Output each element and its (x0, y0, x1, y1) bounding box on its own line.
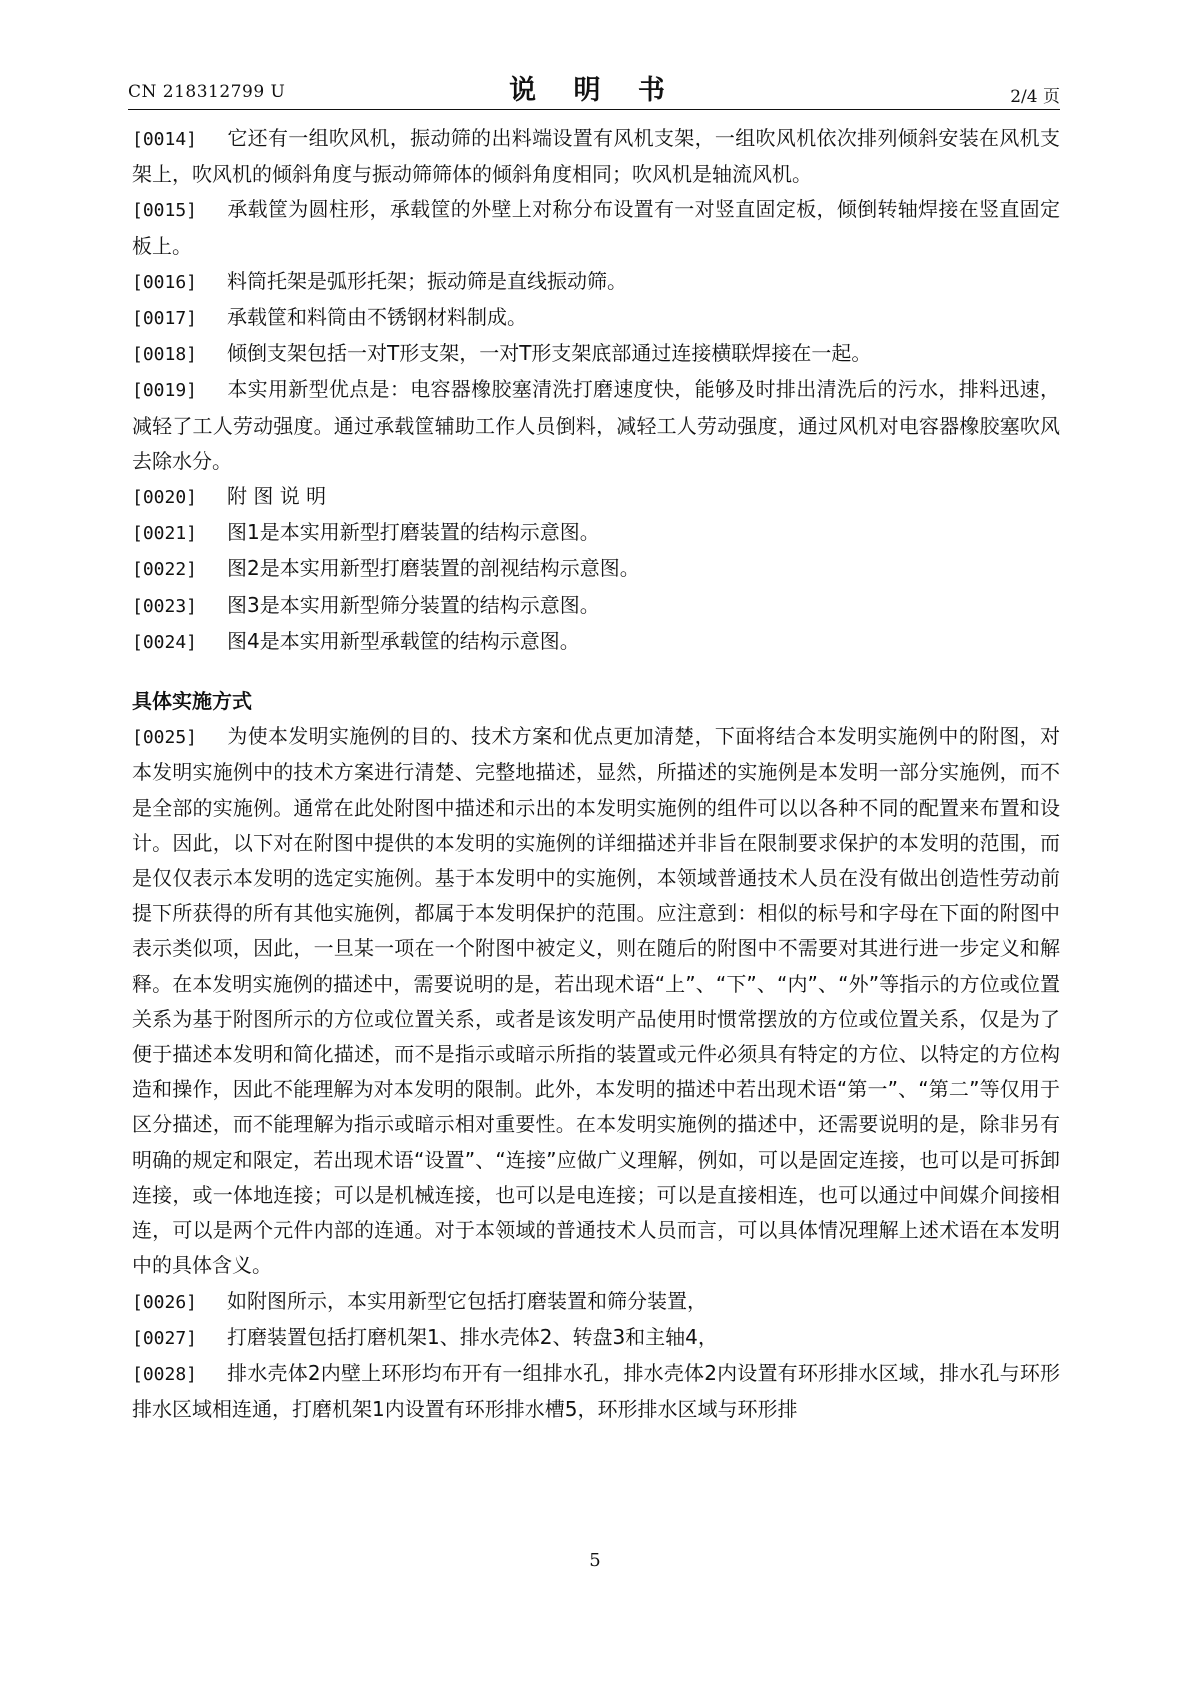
paragraph-text: 它还有一组吹风机，振动筛的出料端设置有风机支架，一组吹风机依次排列倾斜安装在风机支架上，吹风机的倾斜角度与振动筛筛体的倾斜角度相同；吹风机是轴流风机。 (132, 126, 1060, 187)
paragraph-number: [0026] (132, 1291, 198, 1313)
paragraph-text: 承载筐为圆柱形，承载筐的外壁上对称分布设置有一对竖直固定板，倾倒转轴焊接在竖直固定板上。 (132, 197, 1060, 258)
paragraph (132, 719, 1060, 1283)
paragraph-number: [0016] (132, 271, 198, 293)
paragraph-text: 料筒托架是弧形托架；振动筛是直线振动筛。 (227, 268, 627, 293)
page-number: 5 (589, 1550, 601, 1571)
paragraph-number: [0015] (132, 200, 198, 222)
paragraph-text: 图4是本实用新型承载筐的结构示意图。 (227, 628, 580, 653)
paragraph (132, 300, 1060, 336)
paragraph-number: [0021] (132, 523, 198, 545)
paragraph (132, 515, 1060, 551)
paragraph-number: [0014] (132, 129, 198, 150)
paragraph (132, 588, 1060, 624)
spacer (132, 660, 1060, 684)
paragraph-number: [0024] (132, 631, 198, 653)
paragraph (132, 1320, 1060, 1356)
paragraph (132, 1356, 1060, 1427)
paragraph-number: [0022] (132, 559, 198, 581)
paragraph-text: 如附图所示，本实用新型它包括打磨装置和筛分装置， (227, 1288, 707, 1313)
paragraph-text: 图2是本实用新型打磨装置的剖视结构示意图。 (227, 556, 640, 581)
paragraph (132, 479, 1060, 515)
paragraph (132, 624, 1060, 660)
paragraph-text: 图1是本实用新型打磨装置的结构示意图。 (227, 520, 600, 545)
paragraph-number: [0027] (132, 1327, 198, 1349)
document-body (132, 121, 1060, 1427)
paragraph-text: 排水壳体2内壁上环形均布开有一组排水孔，排水壳体2内设置有环形排水区域，排水孔与环形排水区域相连通，打磨机架1内设置有环形排水槽5，环形排水区域与环形排 (132, 1360, 1060, 1422)
paragraph-number: [0018] (132, 344, 198, 366)
section-heading: 具体实施方式 (132, 689, 252, 714)
paragraph (132, 192, 1060, 263)
paragraph-text: 承载筐和料筒由不锈钢材料制成。 (227, 305, 527, 330)
paragraph-number: [0025] (132, 727, 198, 749)
paragraph-number: [0019] (132, 380, 198, 402)
paragraph-text: 为使本发明实施例的目的、技术方案和优点更加清楚，下面将结合本发明实施例中的附图，对本发明实施例中的技术方案进行清楚、完整地描述，显然，所描述的实施例是本发明一部分实施例，而不是全部的实施例。通常在此处附图中描述和示出的本发明实施例的组件可以以各种不同的配置来布置和设计。因此，以下对在附图中提供的本发明的实施例的详细描述并非旨在限制要求保护的本发明的范围，而是仅仅表示本发明的选定实施例。基于本发明中的实施例，本领域普通技术人员在没有做出创造性劳动前提下所获得的所有其他实施例，都属于本发明保护的范围。应注意到：相似的标号和字母在下面的附图中表示类似项，因此，一旦某一项在一个附图中被定义，则在随后的附图中不需要对其进行进一步定义和解释。在本发明实施例的描述中，需要说明的是，若出现术语“上”、“下”、“内”、“外”等指示的方位或位置关系为基于附图所示的方位或位置关系，或者是该发明产品使用时惯常摆放的方位或位置关系，仅是为了便于描述本发明和简化描述，而不是指示或暗示所指的装置或元件必须具有特定的方位、以特定的方位构造和操作，因此不能理解为对本发明的限制。此外，本发明的描述中若出现术语“第一”、“第二”等仅用于区分描述，而不能理解为指示或暗示相对重要性。在本发明实施例的描述中，还需要说明的是，除非另有明确的规定和限定，若出现术语“设置”、“连接”应做广义理解，例如，可以是固定连接，也可以是可拆卸连接，或一体地连接；可以是机械连接，也可以是电连接；可以是直接相连，也可以通过中间媒介间接相连，可以是两个元件内部的连通。对于本领域的普通技术人员而言，可以具体情况理解上述术语在本发明中的具体含义。 (132, 724, 1060, 1278)
document-title: 说 明 书 (509, 75, 679, 106)
paragraph-text: 本实用新型优点是：电容器橡胶塞清洗打磨速度快，能够及时排出清洗后的污水，排料迅速，减轻了工人劳动强度。通过承载筐辅助工作人员倒料，减轻工人劳动强度，通过风机对电容器橡胶塞吹风去除水分。 (132, 377, 1060, 473)
paragraph-text: 图3是本实用新型筛分装置的结构示意图。 (227, 592, 600, 617)
paragraph-text: 倾倒支架包括一对T形支架，一对T形支架底部通过连接横联焊接在一起。 (227, 341, 872, 366)
paragraph-number: [0020] (132, 487, 198, 509)
paragraph (132, 336, 1060, 372)
paragraph (132, 551, 1060, 587)
paragraph-number: [0028] (132, 1363, 198, 1385)
paragraph-number: [0023] (132, 595, 198, 617)
page-indicator: 2/4 页 (1010, 87, 1060, 107)
paragraph (132, 264, 1060, 300)
paragraph (132, 121, 1060, 192)
paragraph (132, 372, 1060, 479)
header-divider (128, 109, 1060, 110)
patent-number: CN 218312799 U (128, 82, 286, 102)
figure-description-heading: 附 图 说 明 (227, 484, 327, 509)
paragraph (132, 1284, 1060, 1320)
page-header (128, 68, 1060, 112)
paragraph-number: [0017] (132, 308, 198, 330)
paragraph-text: 打磨装置包括打磨机架1、排水壳体2、转盘3和主轴4， (227, 1324, 718, 1349)
